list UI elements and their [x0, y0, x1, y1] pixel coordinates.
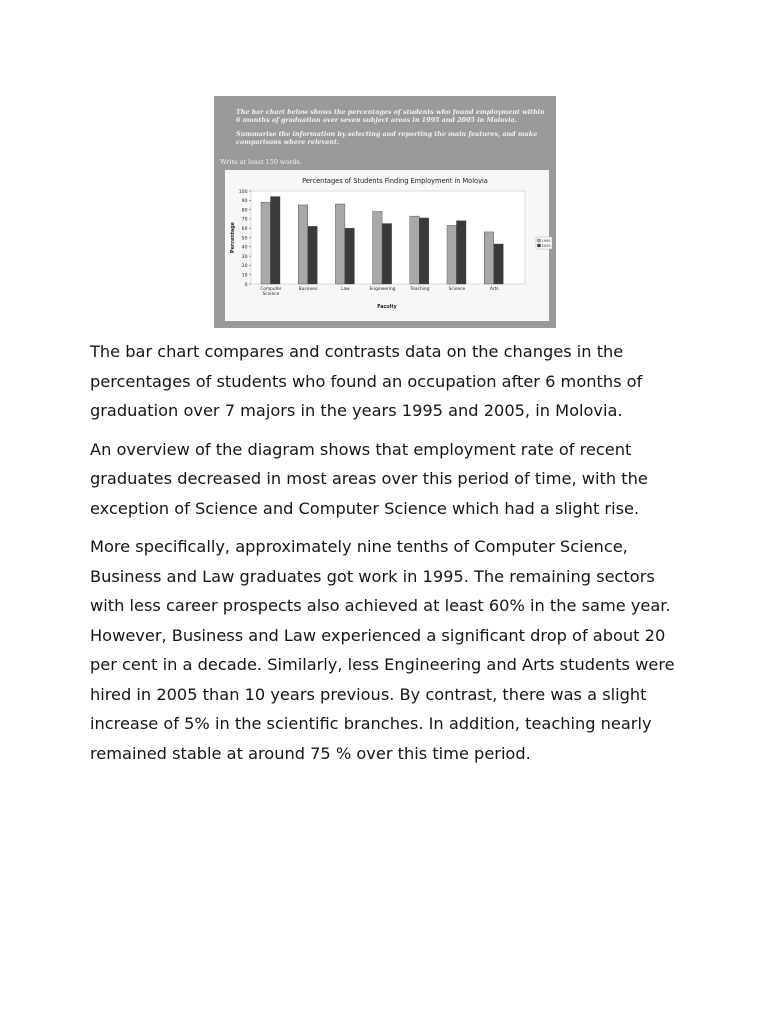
bar-1995: [261, 202, 271, 284]
y-tick-label: 20: [241, 264, 248, 270]
task-instructions: [236, 108, 546, 152]
legend-swatch: [538, 244, 541, 247]
x-tick-label: Business: [298, 287, 318, 292]
y-tick-label: 0: [244, 282, 248, 288]
y-tick-label: 60: [241, 227, 248, 232]
legend-swatch: [538, 239, 541, 242]
y-tick-label: 70: [241, 217, 248, 223]
bar-1995: [410, 216, 420, 284]
bar-2005: [419, 218, 429, 284]
task-paragraph-2: Summarise the information by selecting and reporting the main features, and make comparisons where relevant.: [236, 129, 538, 147]
task-figure: [214, 96, 556, 328]
essay-paragraph-1: The bar chart compares and contrasts data on the changes in the percentages of students who found an occupation after 6 months of graduation over 7 majors in the years 1995 and 2005, in Molovia.: [90, 342, 643, 420]
x-tick-label: Science: [448, 287, 466, 292]
y-tick-label: 10: [241, 273, 248, 279]
task-paragraph-1: The bar chart below shows the percentages of students who found employment within 6 months of graduation over seven subject areas in 1995 and 2005 in Molovia.: [236, 108, 545, 125]
y-tick-label: 40: [241, 245, 248, 251]
bar-1995: [484, 232, 494, 284]
y-tick-label: 100: [238, 189, 248, 195]
word-count-note: Write at least 150 words.: [220, 158, 302, 166]
bar-1995: [447, 225, 457, 284]
bar-2005: [382, 224, 392, 284]
legend-label: 2005: [541, 243, 551, 248]
x-tick-label: Engineering: [369, 287, 396, 292]
bar-2005: [271, 197, 281, 284]
legend-label: 1995: [541, 238, 551, 243]
x-axis-label: Faculty: [377, 305, 397, 310]
chart-title: Percentages of Students Finding Employment in Molovia: [302, 177, 488, 185]
y-tick-label: 50: [241, 236, 248, 242]
x-tick-label: Science: [262, 292, 280, 297]
x-tick-label: Arts: [489, 287, 499, 292]
bar-1995: [335, 204, 345, 284]
essay-paragraph-3: More specifically, approximately nine tenths of Computer Science, Business and Law graduates got work in 1995. The remaining sectors with less career prospects also achieved at least 60% in the same year. However, Business and Law experienced a significant drop of about 20 per cent in a decade. Similarly, less Engineering and Arts students were hired in 2005 than 10 years previous. By contrast, there was a slight increase of 5% in the scientific branches. In addition, teaching nearly remained stable at around 75 % over this time period.: [90, 537, 675, 763]
y-tick-label: 30: [241, 254, 248, 260]
bar-2005: [494, 244, 504, 284]
y-tick-label: 90: [241, 199, 248, 205]
bar-2005: [308, 226, 318, 284]
y-tick-label: 80: [241, 208, 248, 214]
x-tick-label: Law: [341, 287, 350, 292]
chart-panel: [225, 170, 549, 321]
bar-2005: [345, 228, 355, 284]
x-tick-label: Teaching: [410, 287, 430, 292]
bar-chart: [225, 170, 549, 321]
bar-1995: [298, 205, 308, 284]
essay-paragraph-2: An overview of the diagram shows that employment rate of recent graduates decreased in most areas over this period of time, with the exception of Science and Computer Science which had a slight rise.: [90, 439, 648, 518]
bar-2005: [457, 221, 467, 284]
y-axis-label: Percentage: [231, 222, 236, 253]
essay-body: [90, 337, 690, 777]
x-tick-label: Computer: [260, 287, 282, 292]
bar-1995: [373, 211, 383, 284]
